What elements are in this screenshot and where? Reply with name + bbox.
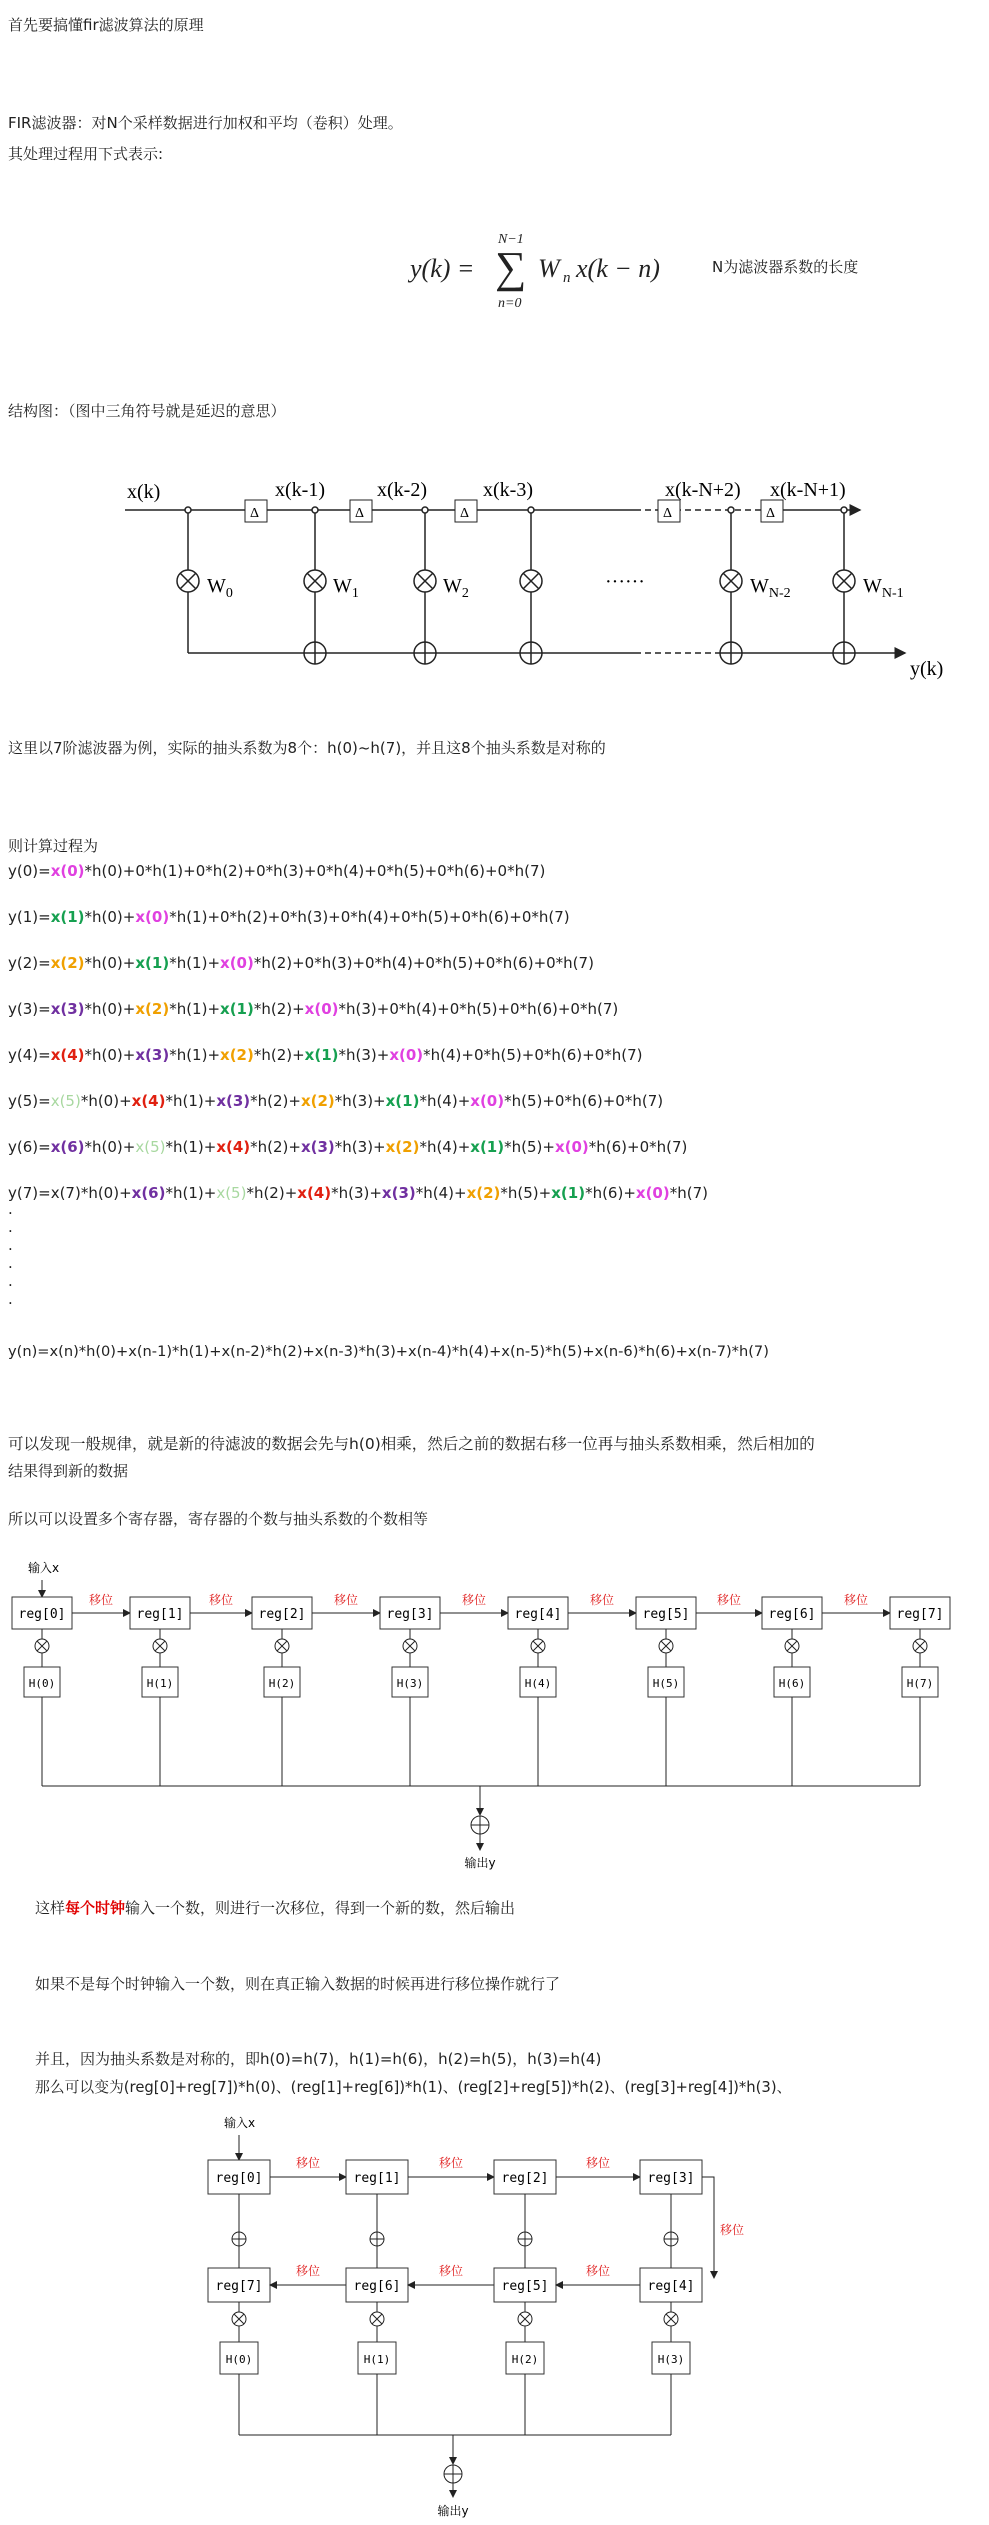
equation-line: y(2)=x(2)*h(0)+x(1)*h(1)+x(0)*h(2)+0*h(3)+0*h(4)+0*h(5)+0*h(6)+0*h(7) xyxy=(8,954,594,972)
coefficient-label: H(0) xyxy=(225,2353,253,2366)
clock-highlight: 每个时钟 xyxy=(65,1899,126,1917)
x-term: x(1) xyxy=(551,1184,586,1202)
formula-rhs: x(k − n) xyxy=(576,254,660,283)
equation-line: y(3)=x(3)*h(0)+x(2)*h(1)+x(1)*h(2)+x(0)*h(3)+0*h(4)+0*h(5)+0*h(6)+0*h(7) xyxy=(8,1000,619,1018)
coefficient-label: H(2) xyxy=(511,2353,539,2366)
x-term: x(1) xyxy=(304,1046,339,1064)
x-term: x(3) xyxy=(300,1138,335,1156)
register-label: reg[7] xyxy=(215,2279,263,2294)
coefficient-label: H(7) xyxy=(906,1677,934,1690)
x-term: x(3) xyxy=(216,1092,251,1110)
equation-line: y(7)=x(7)*h(0)+x(6)*h(1)+x(5)*h(2)+x(4)*h(3)+x(3)*h(4)+x(2)*h(5)+x(1)*h(6)+x(0)*h(7) xyxy=(8,1184,708,1202)
register-label: reg[3] xyxy=(647,2171,695,2186)
output-label: 输出y xyxy=(464,1856,496,1870)
symmetry-text: 并且，因为抽头系数是对称的，即h(0)=h(7)，h(1)=h(6)，h(2)=h(5)，h(3)=h(4) xyxy=(35,2050,602,2068)
x-term: x(0) xyxy=(635,1184,670,1202)
register-label: reg[2] xyxy=(258,1607,306,1622)
register-text: 所以可以设置多个寄存器，寄存器的个数与抽头系数的个数相等 xyxy=(8,1510,429,1528)
x-term: x(2) xyxy=(50,954,85,972)
clock-pre: 这样 xyxy=(35,1899,66,1917)
register-label: reg[4] xyxy=(514,1607,562,1622)
equation-line: y(0)=x(0)*h(0)+0*h(1)+0*h(2)+0*h(3)+0*h(4)+0*h(5)+0*h(6)+0*h(7) xyxy=(8,862,546,880)
coefficient-label: H(3) xyxy=(657,2353,685,2366)
svg-text:x(k-2): x(k-2) xyxy=(377,479,427,501)
fir-definition: FIR滤波器：对N个采样数据进行加权和平均（卷积）处理。 xyxy=(8,114,403,132)
svg-text:Δ: Δ xyxy=(663,506,673,521)
equation-line: y(4)=x(4)*h(0)+x(3)*h(1)+x(2)*h(2)+x(1)*h(3)+x(0)*h(4)+0*h(5)+0*h(6)+0*h(7) xyxy=(8,1046,643,1064)
svg-text:Δ: Δ xyxy=(460,506,470,521)
x-term: x(6) xyxy=(131,1184,166,1202)
x-term: x(1) xyxy=(470,1138,505,1156)
shift-label: 移位 xyxy=(333,1593,359,1607)
output-label: y(k) xyxy=(910,658,944,680)
x-term: x(2) xyxy=(220,1046,254,1064)
combine-text: 那么可以变为(reg[0]+reg[7])*h(0)、(reg[1]+reg[6])*h(1)、(reg[2]+reg[5])*h(2)、(reg[3]+reg[4])*h(3)、 xyxy=(35,2079,792,2096)
formula-sum-lower: n=0 xyxy=(498,296,522,311)
register-label: reg[0] xyxy=(215,2171,263,2186)
svg-text:W1: $W_1$ xyxy=(333,575,359,601)
register-label: reg[5] xyxy=(642,1607,690,1622)
shift-label: 移位 xyxy=(208,1593,234,1607)
formula-weight: W xyxy=(538,254,560,283)
dot: . xyxy=(8,1272,13,1290)
register-label: reg[7] xyxy=(896,1607,944,1622)
shift-label: 移位 xyxy=(843,1593,869,1607)
x-term: x(3) xyxy=(135,1046,170,1064)
equation-line: y(6)=x(6)*h(0)+x(5)*h(1)+x(4)*h(2)+x(3)*h(3)+x(2)*h(4)+x(1)*h(5)+x(0)*h(6)+0*h(7) xyxy=(8,1138,688,1156)
x-term: x(3) xyxy=(50,1000,85,1018)
dot: . xyxy=(8,1290,13,1308)
register-label: reg[0] xyxy=(18,1607,66,1622)
x-term: x(1) xyxy=(135,954,170,972)
example-text: 这里以7阶滤波器为例，实际的抽头系数为8个：h(0)~h(7)，并且这8个抽头系数是对称的 xyxy=(8,739,606,757)
rule-line-2: 结果得到新的数据 xyxy=(8,1462,129,1480)
shift-label: 移位 xyxy=(438,2264,464,2278)
shift-label: 移位 xyxy=(585,2156,611,2170)
ellipsis-dots xyxy=(8,1200,13,1308)
x-term: x(2) xyxy=(466,1184,501,1202)
folded-register-diagram xyxy=(0,2105,989,2525)
rule-line-1: 可以发现一般规律，就是新的待滤波的数据会先与h(0)相乘，然后之前的数据右移一位再与抽头系数相乘，然后相加的 xyxy=(8,1435,815,1453)
x-term: x(0) xyxy=(470,1092,505,1110)
svg-text:Δ: Δ xyxy=(250,506,260,521)
register-label: reg[6] xyxy=(353,2279,401,2294)
structure-title: 结构图：（图中三角符号就是延迟的意思） xyxy=(8,402,286,420)
svg-text:x(k-1): x(k-1) xyxy=(275,479,325,501)
shift-label: 移位 xyxy=(720,2223,745,2237)
x-term: x(4) xyxy=(131,1092,166,1110)
tap-labels xyxy=(275,479,846,501)
dot: . xyxy=(8,1236,13,1254)
x-term: x(4) xyxy=(216,1138,251,1156)
formula-sum-upper: N−1 xyxy=(498,232,524,247)
x-term: x(2) xyxy=(385,1138,420,1156)
x-term: x(2) xyxy=(135,1000,170,1018)
formula-note: N为滤波器系数的长度 xyxy=(712,258,859,276)
shift-register-diagram xyxy=(0,1550,989,1880)
fir-structure-diagram xyxy=(115,470,945,680)
input-label: x(k) xyxy=(127,481,161,503)
x-term: x(0) xyxy=(50,862,85,880)
coefficient-label: H(1) xyxy=(146,1677,174,1690)
register-label: reg[6] xyxy=(768,1607,816,1622)
shift-label: 移位 xyxy=(295,2264,321,2278)
x-term: x(6) xyxy=(50,1138,85,1156)
dot: . xyxy=(8,1200,13,1218)
x-term: x(0) xyxy=(220,954,254,972)
fir-formula xyxy=(410,232,670,322)
svg-text:W2: $W_2$ xyxy=(443,575,469,601)
shift-label: 移位 xyxy=(461,1593,487,1607)
x-term: x(0) xyxy=(389,1046,424,1064)
output-label: 输出y xyxy=(437,2504,469,2518)
heading: 首先要搞懂fir滤波算法的原理 xyxy=(8,16,204,34)
svg-text:x(k-N+1): x(k-N+1) xyxy=(770,479,846,501)
dot: . xyxy=(8,1254,13,1272)
x-term: x(0) xyxy=(135,908,170,926)
x-term: x(4) xyxy=(50,1046,85,1064)
clock-post: 输入一个数，则进行一次移位，得到一个新的数，然后输出 xyxy=(125,1899,516,1917)
svg-text:Δ: Δ xyxy=(766,506,776,521)
svg-text:WN-2: $W_{N-2}$ xyxy=(750,575,791,601)
formula-weight-sub: n xyxy=(563,270,571,286)
coefficient-label: H(1) xyxy=(363,2353,391,2366)
x-term: x(5) xyxy=(216,1184,247,1202)
x-term: x(0) xyxy=(554,1138,589,1156)
coefficient-label: H(2) xyxy=(268,1677,296,1690)
register-label: reg[1] xyxy=(136,1607,184,1622)
shift-label: 移位 xyxy=(589,1593,615,1607)
x-term: x(5) xyxy=(135,1138,166,1156)
input-label: 输入x xyxy=(28,1561,60,1575)
register-label: reg[1] xyxy=(353,2171,401,2186)
register-label: reg[2] xyxy=(501,2171,549,2186)
clock-text xyxy=(35,1897,515,1918)
shift-label: 移位 xyxy=(716,1593,742,1607)
input-label: 输入x xyxy=(224,2116,256,2130)
svg-text:Δ: Δ xyxy=(355,506,365,521)
register-label: reg[5] xyxy=(501,2279,549,2294)
svg-text:WN-1: $W_{N-1}$ xyxy=(863,575,904,601)
x-term: x(1) xyxy=(385,1092,420,1110)
coefficient-label: H(4) xyxy=(524,1677,552,1690)
x-term: x(0) xyxy=(304,1000,339,1018)
svg-text:W0: $W_0$ xyxy=(207,575,233,601)
x-term: x(5) xyxy=(50,1092,81,1110)
shift-label: 移位 xyxy=(88,1593,114,1607)
svg-text:x(k-3): x(k-3) xyxy=(483,479,533,501)
alt-text: 如果不是每个时钟输入一个数，则在真正输入数据的时候再进行移位操作就行了 xyxy=(35,1975,561,1993)
x-term: x(1) xyxy=(50,908,85,926)
dot: . xyxy=(8,1218,13,1236)
x-term: x(1) xyxy=(220,1000,254,1018)
formula-lhs: y(k) = xyxy=(410,254,475,283)
register-label: reg[4] xyxy=(647,2279,695,2294)
coefficient-label: H(6) xyxy=(778,1677,806,1690)
sigma-symbol: ∑ xyxy=(495,243,527,292)
equation-line: y(1)=x(1)*h(0)+x(0)*h(1)+0*h(2)+0*h(3)+0*h(4)+0*h(5)+0*h(6)+0*h(7) xyxy=(8,908,570,926)
delay-boxes xyxy=(245,500,783,522)
coefficient-label: H(3) xyxy=(396,1677,424,1690)
coefficient-label: H(5) xyxy=(652,1677,680,1690)
equation-line: y(5)=x(5)*h(0)+x(4)*h(1)+x(3)*h(2)+x(2)*h(3)+x(1)*h(4)+x(0)*h(5)+0*h(6)+0*h(7) xyxy=(8,1092,664,1110)
x-term: x(4) xyxy=(297,1184,332,1202)
coefficient-label: H(0) xyxy=(28,1677,56,1690)
shift-label: 移位 xyxy=(585,2264,611,2278)
shift-label: 移位 xyxy=(438,2156,464,2170)
svg-text:x(k-N+2): x(k-N+2) xyxy=(665,479,741,501)
ellipsis: ······ xyxy=(605,571,645,593)
x-term: x(2) xyxy=(300,1092,335,1110)
register-label: reg[3] xyxy=(386,1607,434,1622)
shift-label: 移位 xyxy=(295,2156,321,2170)
x-term: x(3) xyxy=(381,1184,416,1202)
general-equation: y(n)=x(n)*h(0)+x(n-1)*h(1)+x(n-2)*h(2)+x(n-3)*h(3)+x(n-4)*h(4)+x(n-5)*h(5)+x(n-6)*h(6)+x(n-7)*h(7) xyxy=(8,1343,769,1360)
calc-title: 则计算过程为 xyxy=(8,837,99,855)
fir-expression-intro: 其处理过程用下式表示: xyxy=(8,145,164,163)
